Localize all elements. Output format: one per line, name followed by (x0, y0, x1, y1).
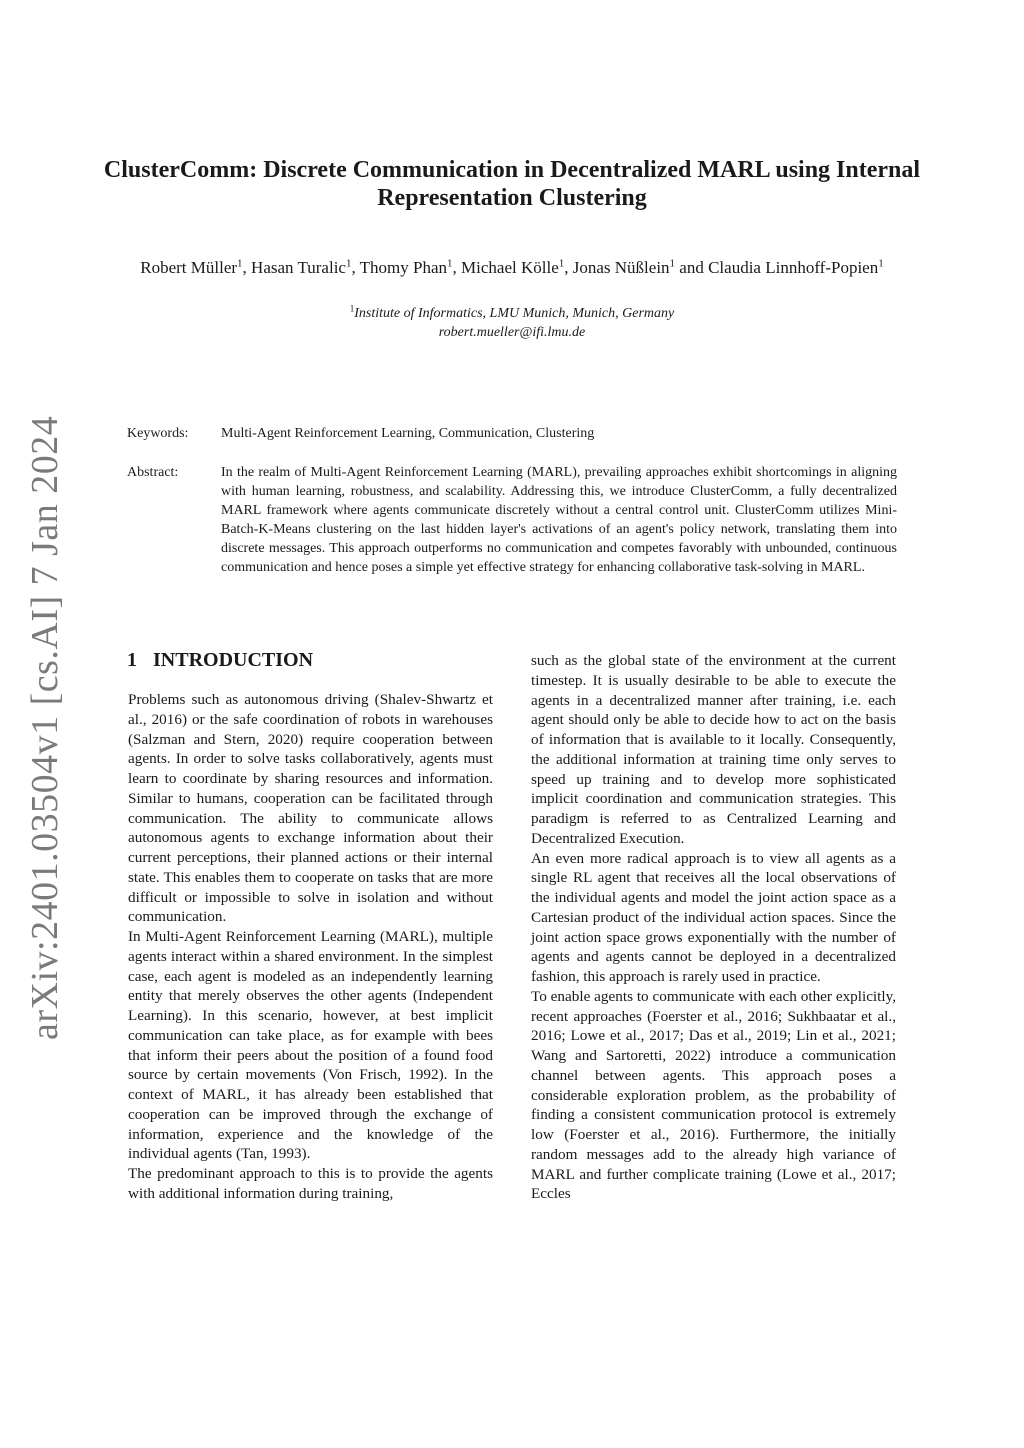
section-number: 1 (127, 649, 137, 671)
affiliation-marker: 1 (669, 257, 676, 270)
left-column (128, 690, 493, 1204)
affiliation-marker: 1 (345, 257, 352, 270)
paper-title: ClusterComm: Discrete Communication in Decentralized MARL using Internal Representation Clustering (103, 157, 921, 211)
affiliation-marker: 1 (237, 257, 243, 270)
affiliation-name: Institute of Informatics, LMU Munich, Munich, Germany (354, 306, 675, 321)
author-name: Robert Müller (140, 258, 238, 277)
keywords-text: Multi-Agent Reinforcement Learning, Communication, Clustering (221, 426, 595, 441)
affiliation-block (140, 304, 884, 342)
affiliation-marker: 1 (558, 257, 565, 270)
author-name: Hasan Turalic (251, 258, 346, 277)
paragraph: The predominant approach to this is to provide the agents with additional information during training, (128, 1165, 493, 1202)
affiliation-marker: 1 (447, 257, 453, 270)
paragraph: An even more radical approach is to view all agents as a single RL agent that receives all the local observations of the individual agents and model the joint action space as a Cartesian product of the individual action spaces. Since the joint action space grows exponentially with the number of agents and agents cannot be deployed in a decentralized fashion, this approach is rarely used in practice. (531, 849, 896, 985)
section-title: INTRODUCTION (153, 649, 314, 671)
affiliation-line (140, 304, 884, 323)
author-name: Thomy Phan (359, 258, 448, 277)
author-list: Robert Müller$^1$, Hasan Turalic$^1$, Thomy Phan$^1$, Michael Kölle$^1$, Jonas Nüßlein$^1$ and Claudia Linnhoff-Popien$^1$ (140, 257, 884, 277)
paragraph: such as the global state of the environment at the current timestep. It is usually desirable to be able to execute the agents in a decentralized manner after training, i.e. each agent should only be able to decide how to act on the basis of information that is available to it locally. Consequently, the additional information at training time only serves to speed up training and to develop more sophisticated implicit coordination and communication strategies. This paradigm is referred to as Centralized Learning and Decentralized Execution. (531, 652, 896, 847)
author-email[interactable]: robert.mueller@ifi.lmu.de (438, 325, 586, 340)
keywords-label: Keywords: (127, 426, 189, 441)
paragraph: Problems such as autonomous driving (Shalev-Shwartz et al., 2016) or the safe coordination of robots in warehouses (Salzman and Stern, 2020) require cooperation between agents. In order to solve tasks collaboratively, agents must learn to coordinate by sharing resources and information. Similar to humans, cooperation can be facilitated through communication. The ability to communicate allows autonomous agents to exchange information about their current perceptions, their planned actions or their internal state. This enables them to cooperate on tasks that are more difficult or impossible to solve in isolation and without communication. (128, 691, 493, 926)
arxiv-identifier: arXiv:2401.03504v1 [cs.AI] 7 Jan 2024 (24, 415, 66, 1040)
abstract-text: In the realm of Multi-Agent Reinforcement Learning (MARL), prevailing approaches exhibit shortcomings in aligning with human learning, robustness, and scalability. Addressing this, we introduce ClusterComm, a fully decentralized MARL framework where agents communicate discretely without a central control unit. ClusterComm utilizes Mini-Batch-K-Means clustering on the last hidden layer's activations of an agent's policy network, translating them into discrete messages. This approach outperforms no communication and competes favorably with unbounded, continuous communication and hence poses a simple yet effective strategy for enhancing collaborative task-solving in MARL. (221, 465, 897, 575)
paragraph: In Multi-Agent Reinforcement Learning (MARL), multiple agents interact within a shared environment. In the simplest case, each agent is modeled as an independently learning entity that merely observes the other agents (Independent Learning). In this scenario, however, at best implicit communication can take place, as for example with bees that inform their peers about the position of a found food source by certain movements (Von Frisch, 1992). In the context of MARL, it has already been established that cooperation can be improved through the exchange of information, experience and the knowledge of the individual agents (Tan, 1993). (128, 928, 493, 1163)
right-column (531, 651, 896, 1204)
abstract-label: Abstract: (127, 465, 179, 480)
author-name: Claudia Linnhoff-Popien (708, 258, 879, 277)
affiliation-marker: 1 (878, 257, 884, 270)
author-name: Michael Kölle (461, 258, 559, 277)
paragraph: To enable agents to communicate with each other explicitly, recent approaches (Foerster et al., 2016; Sukhbaatar et al., 2016; Lowe et al., 2017; Das et al., 2019; Lin et al., 2021; Wang and Sartoretti, 2022) introduce a communication channel between agents. This approach poses a considerable exploration problem, as the probability of finding a consistent communication protocol is extremely low (Foerster et al., 2016). Furthermore, the initially random messages add to the already high variance of MARL and further complicate training (Lowe et al., 2017; Eccles (531, 987, 896, 1203)
affiliation-marker: 1 (349, 303, 355, 314)
section-heading (127, 647, 313, 673)
author-name: Jonas Nüßlein (572, 258, 670, 277)
